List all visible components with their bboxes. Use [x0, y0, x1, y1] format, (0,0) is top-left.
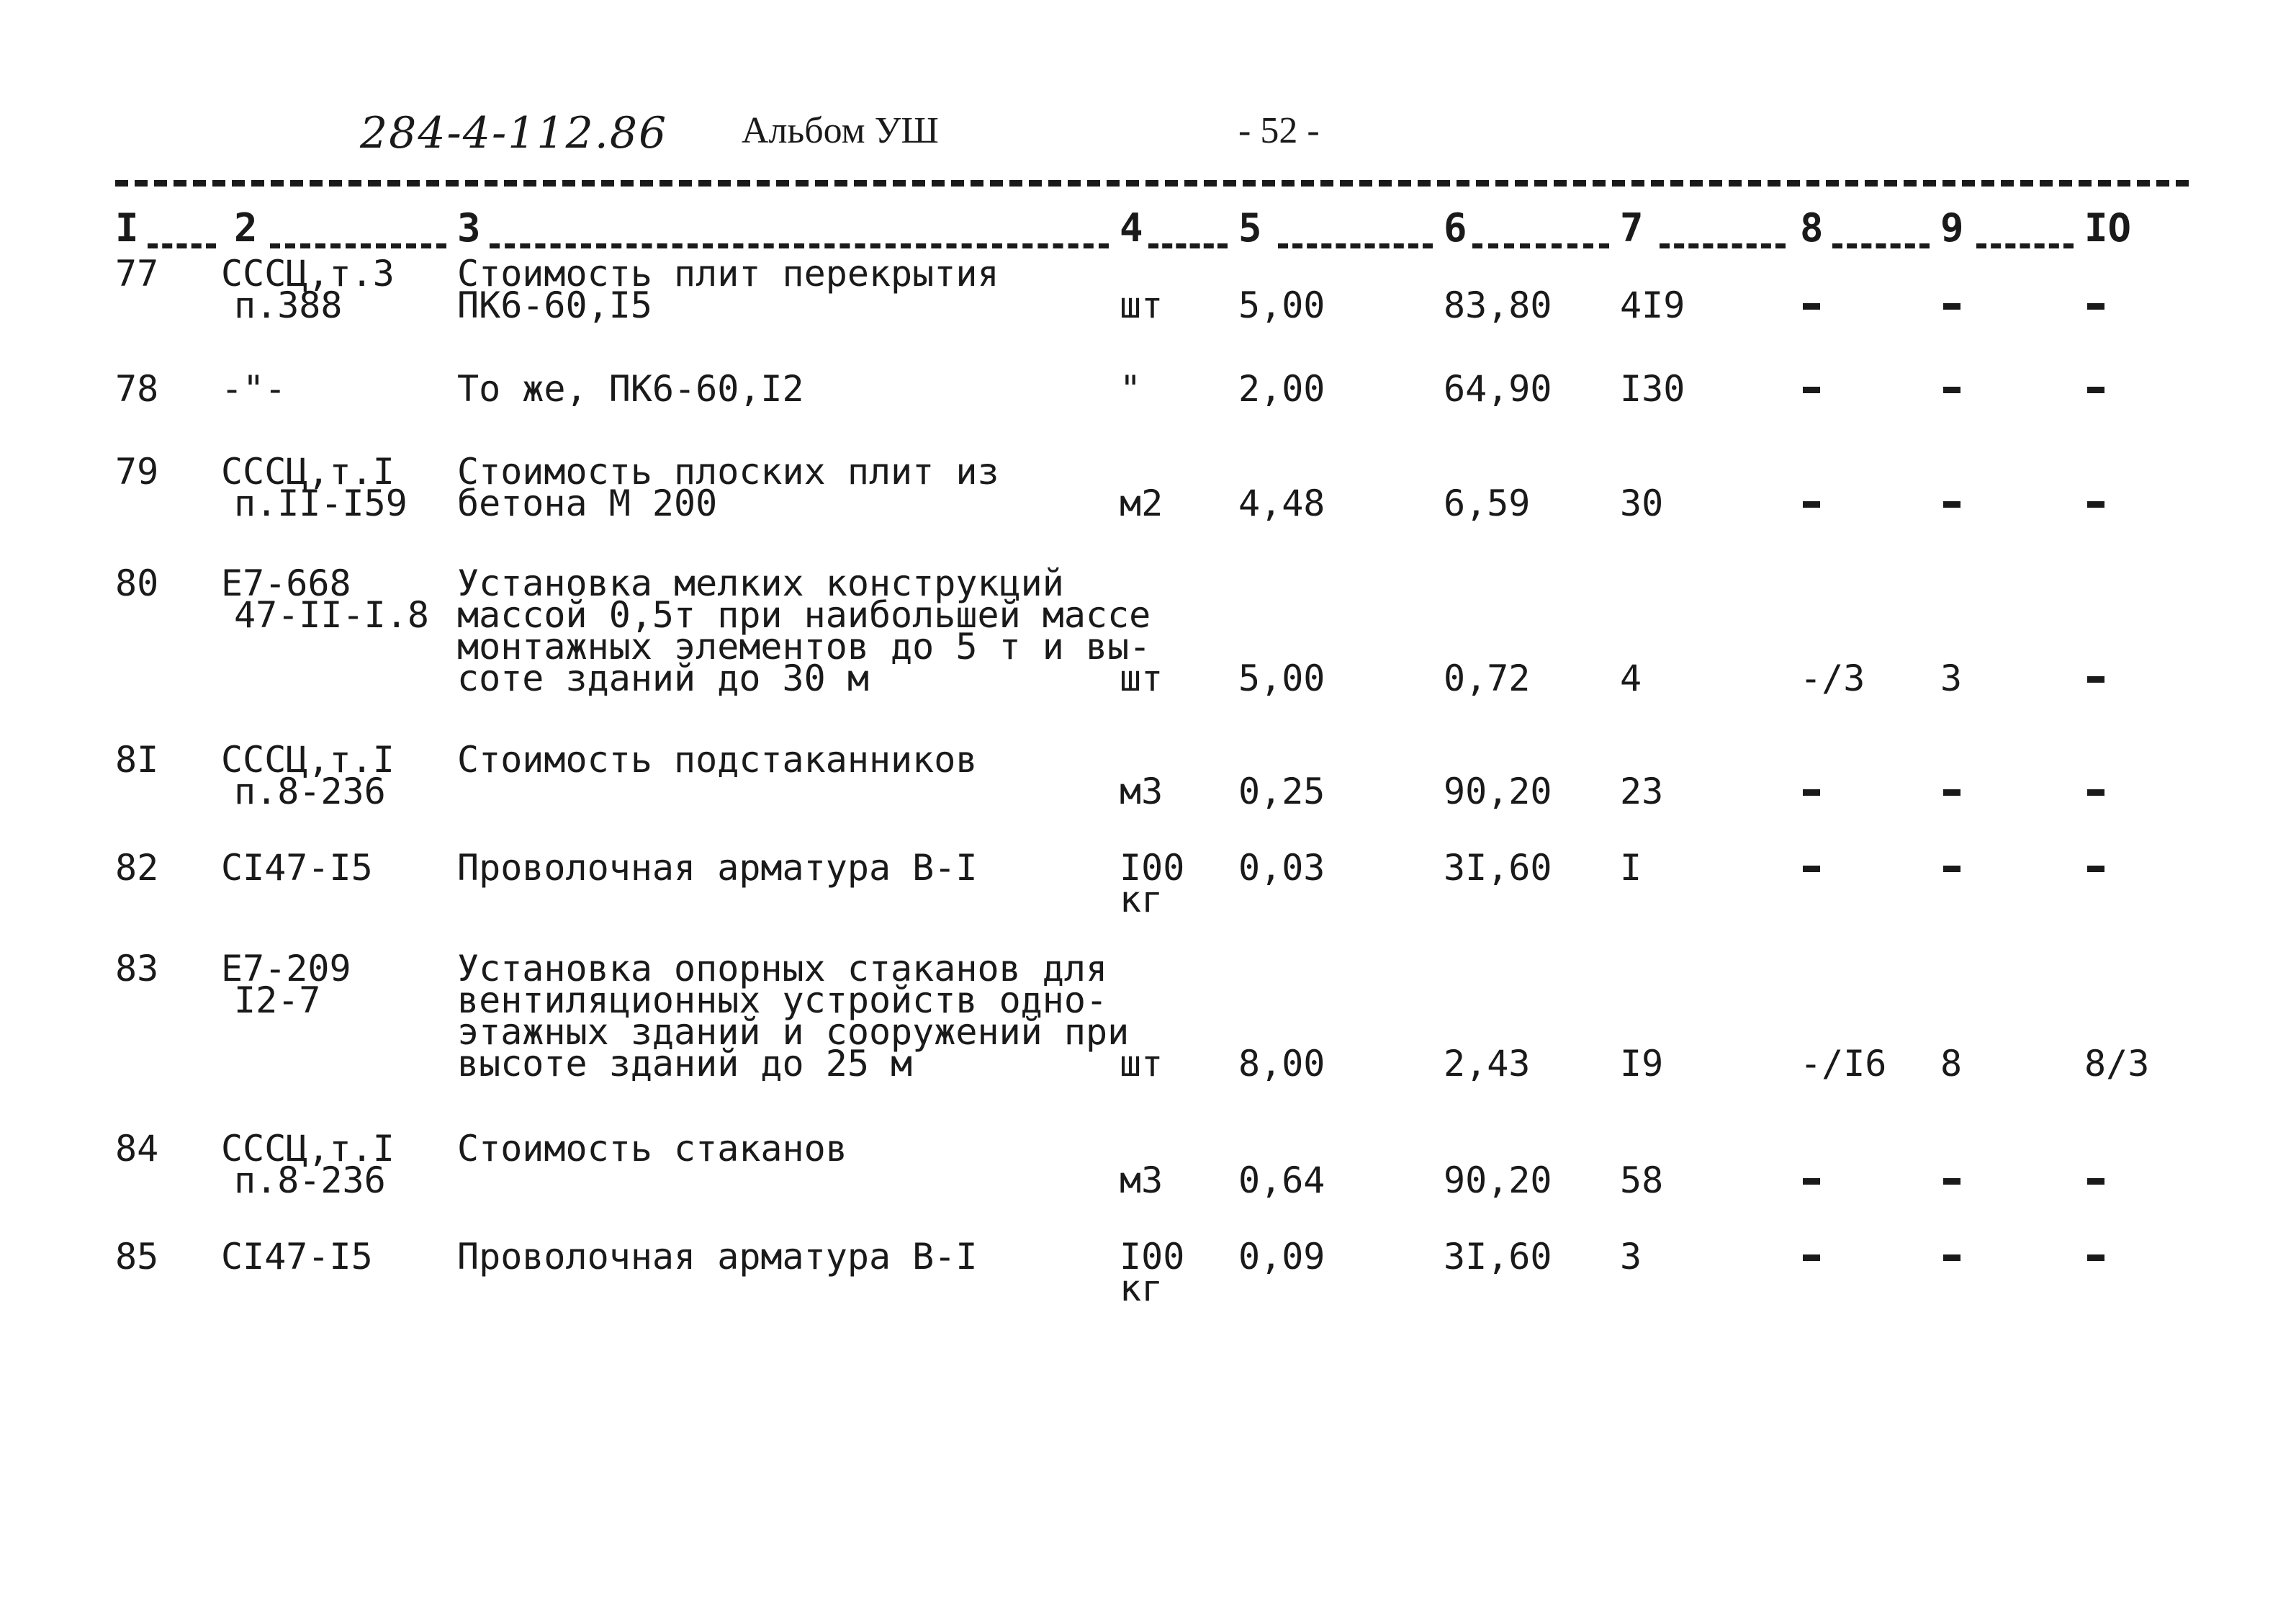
row-code: I2-7: [234, 979, 321, 1021]
row-unit: шт: [1120, 1043, 1163, 1085]
header-dash: [490, 243, 1109, 248]
row-unit-price: 3I,60: [1444, 847, 1552, 889]
column-header: IO: [2084, 205, 2132, 251]
row-code: п.II-I59: [234, 482, 408, 524]
row-total: 4I9: [1620, 284, 1685, 326]
row-unit-price: 64,90: [1444, 368, 1552, 410]
row-col8: -/I6: [1800, 1043, 1887, 1085]
row-quantity: 4,48: [1238, 482, 1325, 524]
row-number: 8I: [115, 739, 159, 781]
row-col8-dash: [1803, 501, 1820, 508]
row-description: этажных зданий и сооружений при: [457, 1011, 1130, 1053]
row-col8: -/3: [1800, 657, 1865, 699]
row-description: монтажных элементов до 5 т и вы-: [457, 626, 1151, 668]
row-unit-price: 6,59: [1444, 482, 1531, 524]
row-col9-dash: [1943, 1178, 1960, 1185]
row-code: СССЦ,т.I: [221, 1128, 395, 1170]
row-total: 30: [1620, 482, 1664, 524]
row-total: 3: [1620, 1236, 1642, 1278]
row-description: Стоимость плит перекрытия: [457, 253, 999, 295]
row-col8-dash: [1803, 303, 1820, 310]
row-code: Е7-668: [221, 562, 351, 604]
row-col10-dash: [2087, 501, 2104, 508]
row-quantity: 0,03: [1238, 847, 1325, 889]
row-col10-dash: [2087, 303, 2104, 310]
row-unit: ": [1120, 368, 1142, 410]
row-number: 79: [115, 451, 159, 493]
row-col10-dash: [2087, 676, 2104, 683]
column-header: 9: [1940, 205, 1964, 251]
row-code: СI47-I5: [221, 847, 373, 889]
row-description: Стоимость плоских плит из: [457, 451, 999, 493]
row-description: бетона М 200: [457, 482, 718, 524]
row-description: Стоимость стаканов: [457, 1128, 847, 1170]
row-col9-dash: [1943, 866, 1960, 872]
row-total: I: [1620, 847, 1642, 889]
row-number: 85: [115, 1236, 159, 1278]
row-description: Стоимость подстаканников: [457, 739, 978, 781]
header-dash: [1278, 243, 1433, 248]
row-description: Установка опорных стаканов для: [457, 948, 1108, 989]
row-quantity: 8,00: [1238, 1043, 1325, 1085]
row-col9-dash: [1943, 501, 1960, 508]
row-unit: м2: [1120, 482, 1163, 524]
album-label: Альбом УШ: [742, 110, 939, 151]
row-code: п.388: [234, 284, 343, 326]
row-unit: м3: [1120, 1159, 1163, 1201]
row-description: Проволочная арматура В-I: [457, 1236, 978, 1278]
row-description: Проволочная арматура В-I: [457, 847, 978, 889]
header-dash: [1976, 243, 2074, 248]
header-dash: [1660, 243, 1786, 248]
row-number: 83: [115, 948, 159, 989]
column-header: I: [115, 205, 139, 251]
row-unit-price: 83,80: [1444, 284, 1552, 326]
row-total: 23: [1620, 771, 1664, 812]
column-header: 6: [1444, 205, 1467, 251]
row-unit: кг: [1120, 879, 1163, 920]
row-number: 78: [115, 368, 159, 410]
row-unit: I00: [1120, 1236, 1185, 1278]
row-col9-dash: [1943, 387, 1960, 393]
row-description: ПК6-60,I5: [457, 284, 652, 326]
header-dash: [1148, 243, 1228, 248]
column-header: 4: [1120, 205, 1143, 251]
row-description: высоте зданий до 25 м: [457, 1043, 913, 1085]
row-total: 58: [1620, 1159, 1664, 1201]
column-header: 8: [1800, 205, 1824, 251]
row-col9-dash: [1943, 303, 1960, 310]
row-number: 84: [115, 1128, 159, 1170]
row-description: Установка мелких конструкций: [457, 562, 1064, 604]
row-quantity: 5,00: [1238, 284, 1325, 326]
header-dash: [148, 243, 216, 248]
row-code: -"-: [221, 368, 287, 410]
row-quantity: 0,25: [1238, 771, 1325, 812]
row-quantity: 5,00: [1238, 657, 1325, 699]
row-number: 82: [115, 847, 159, 889]
row-col10: 8/3: [2084, 1043, 2150, 1085]
row-description: То же, ПК6-60,I2: [457, 368, 804, 410]
row-unit: шт: [1120, 284, 1163, 326]
row-col10-dash: [2087, 789, 2104, 796]
row-unit: кг: [1120, 1267, 1163, 1309]
row-col8-dash: [1803, 1254, 1820, 1261]
row-col8-dash: [1803, 866, 1820, 872]
row-code: Е7-209: [221, 948, 351, 989]
header-dash: [1472, 243, 1609, 248]
page-number: - 52 -: [1238, 110, 1320, 151]
row-col9-dash: [1943, 789, 1960, 796]
row-col10-dash: [2087, 866, 2104, 872]
row-unit-price: 3I,60: [1444, 1236, 1552, 1278]
row-unit-price: 90,20: [1444, 771, 1552, 812]
row-col10-dash: [2087, 387, 2104, 393]
row-col9: 8: [1940, 1043, 1963, 1085]
row-description: соте зданий до 30 м: [457, 657, 869, 699]
row-col9: 3: [1940, 657, 1963, 699]
column-header: 5: [1238, 205, 1262, 251]
row-total: I9: [1620, 1043, 1664, 1085]
row-unit: шт: [1120, 657, 1163, 699]
row-col8-dash: [1803, 789, 1820, 796]
row-unit: I00: [1120, 847, 1185, 889]
row-description: вентиляционных устройств одно-: [457, 979, 1108, 1021]
row-col8-dash: [1803, 1178, 1820, 1185]
row-total: 4: [1620, 657, 1642, 699]
row-unit-price: 0,72: [1444, 657, 1531, 699]
row-code: СССЦ,т.I: [221, 451, 395, 493]
row-col8-dash: [1803, 387, 1820, 393]
column-header: 2: [234, 205, 258, 251]
row-code: СI47-I5: [221, 1236, 373, 1278]
row-unit: м3: [1120, 771, 1163, 812]
row-code: п.8-236: [234, 1159, 386, 1201]
row-number: 77: [115, 253, 159, 295]
row-number: 80: [115, 562, 159, 604]
row-quantity: 0,64: [1238, 1159, 1325, 1201]
row-col9-dash: [1943, 1254, 1960, 1261]
row-unit-price: 2,43: [1444, 1043, 1531, 1085]
row-description: массой 0,5т при наибольшей массе: [457, 594, 1151, 636]
row-col10-dash: [2087, 1254, 2104, 1261]
row-code: СССЦ,т.3: [221, 253, 395, 295]
header-dash: [1832, 243, 1930, 248]
row-total: I30: [1620, 368, 1685, 410]
column-header: 7: [1620, 205, 1644, 251]
row-code: п.8-236: [234, 771, 386, 812]
row-code: СССЦ,т.I: [221, 739, 395, 781]
document-code: 284-4-112.86: [360, 108, 668, 158]
row-unit-price: 90,20: [1444, 1159, 1552, 1201]
row-quantity: 0,09: [1238, 1236, 1325, 1278]
row-col10-dash: [2087, 1178, 2104, 1185]
row-quantity: 2,00: [1238, 368, 1325, 410]
header-divider: [115, 180, 2189, 187]
row-code: 47-II-I.8: [234, 594, 429, 636]
column-header: 3: [457, 205, 481, 251]
header-dash: [270, 243, 446, 248]
